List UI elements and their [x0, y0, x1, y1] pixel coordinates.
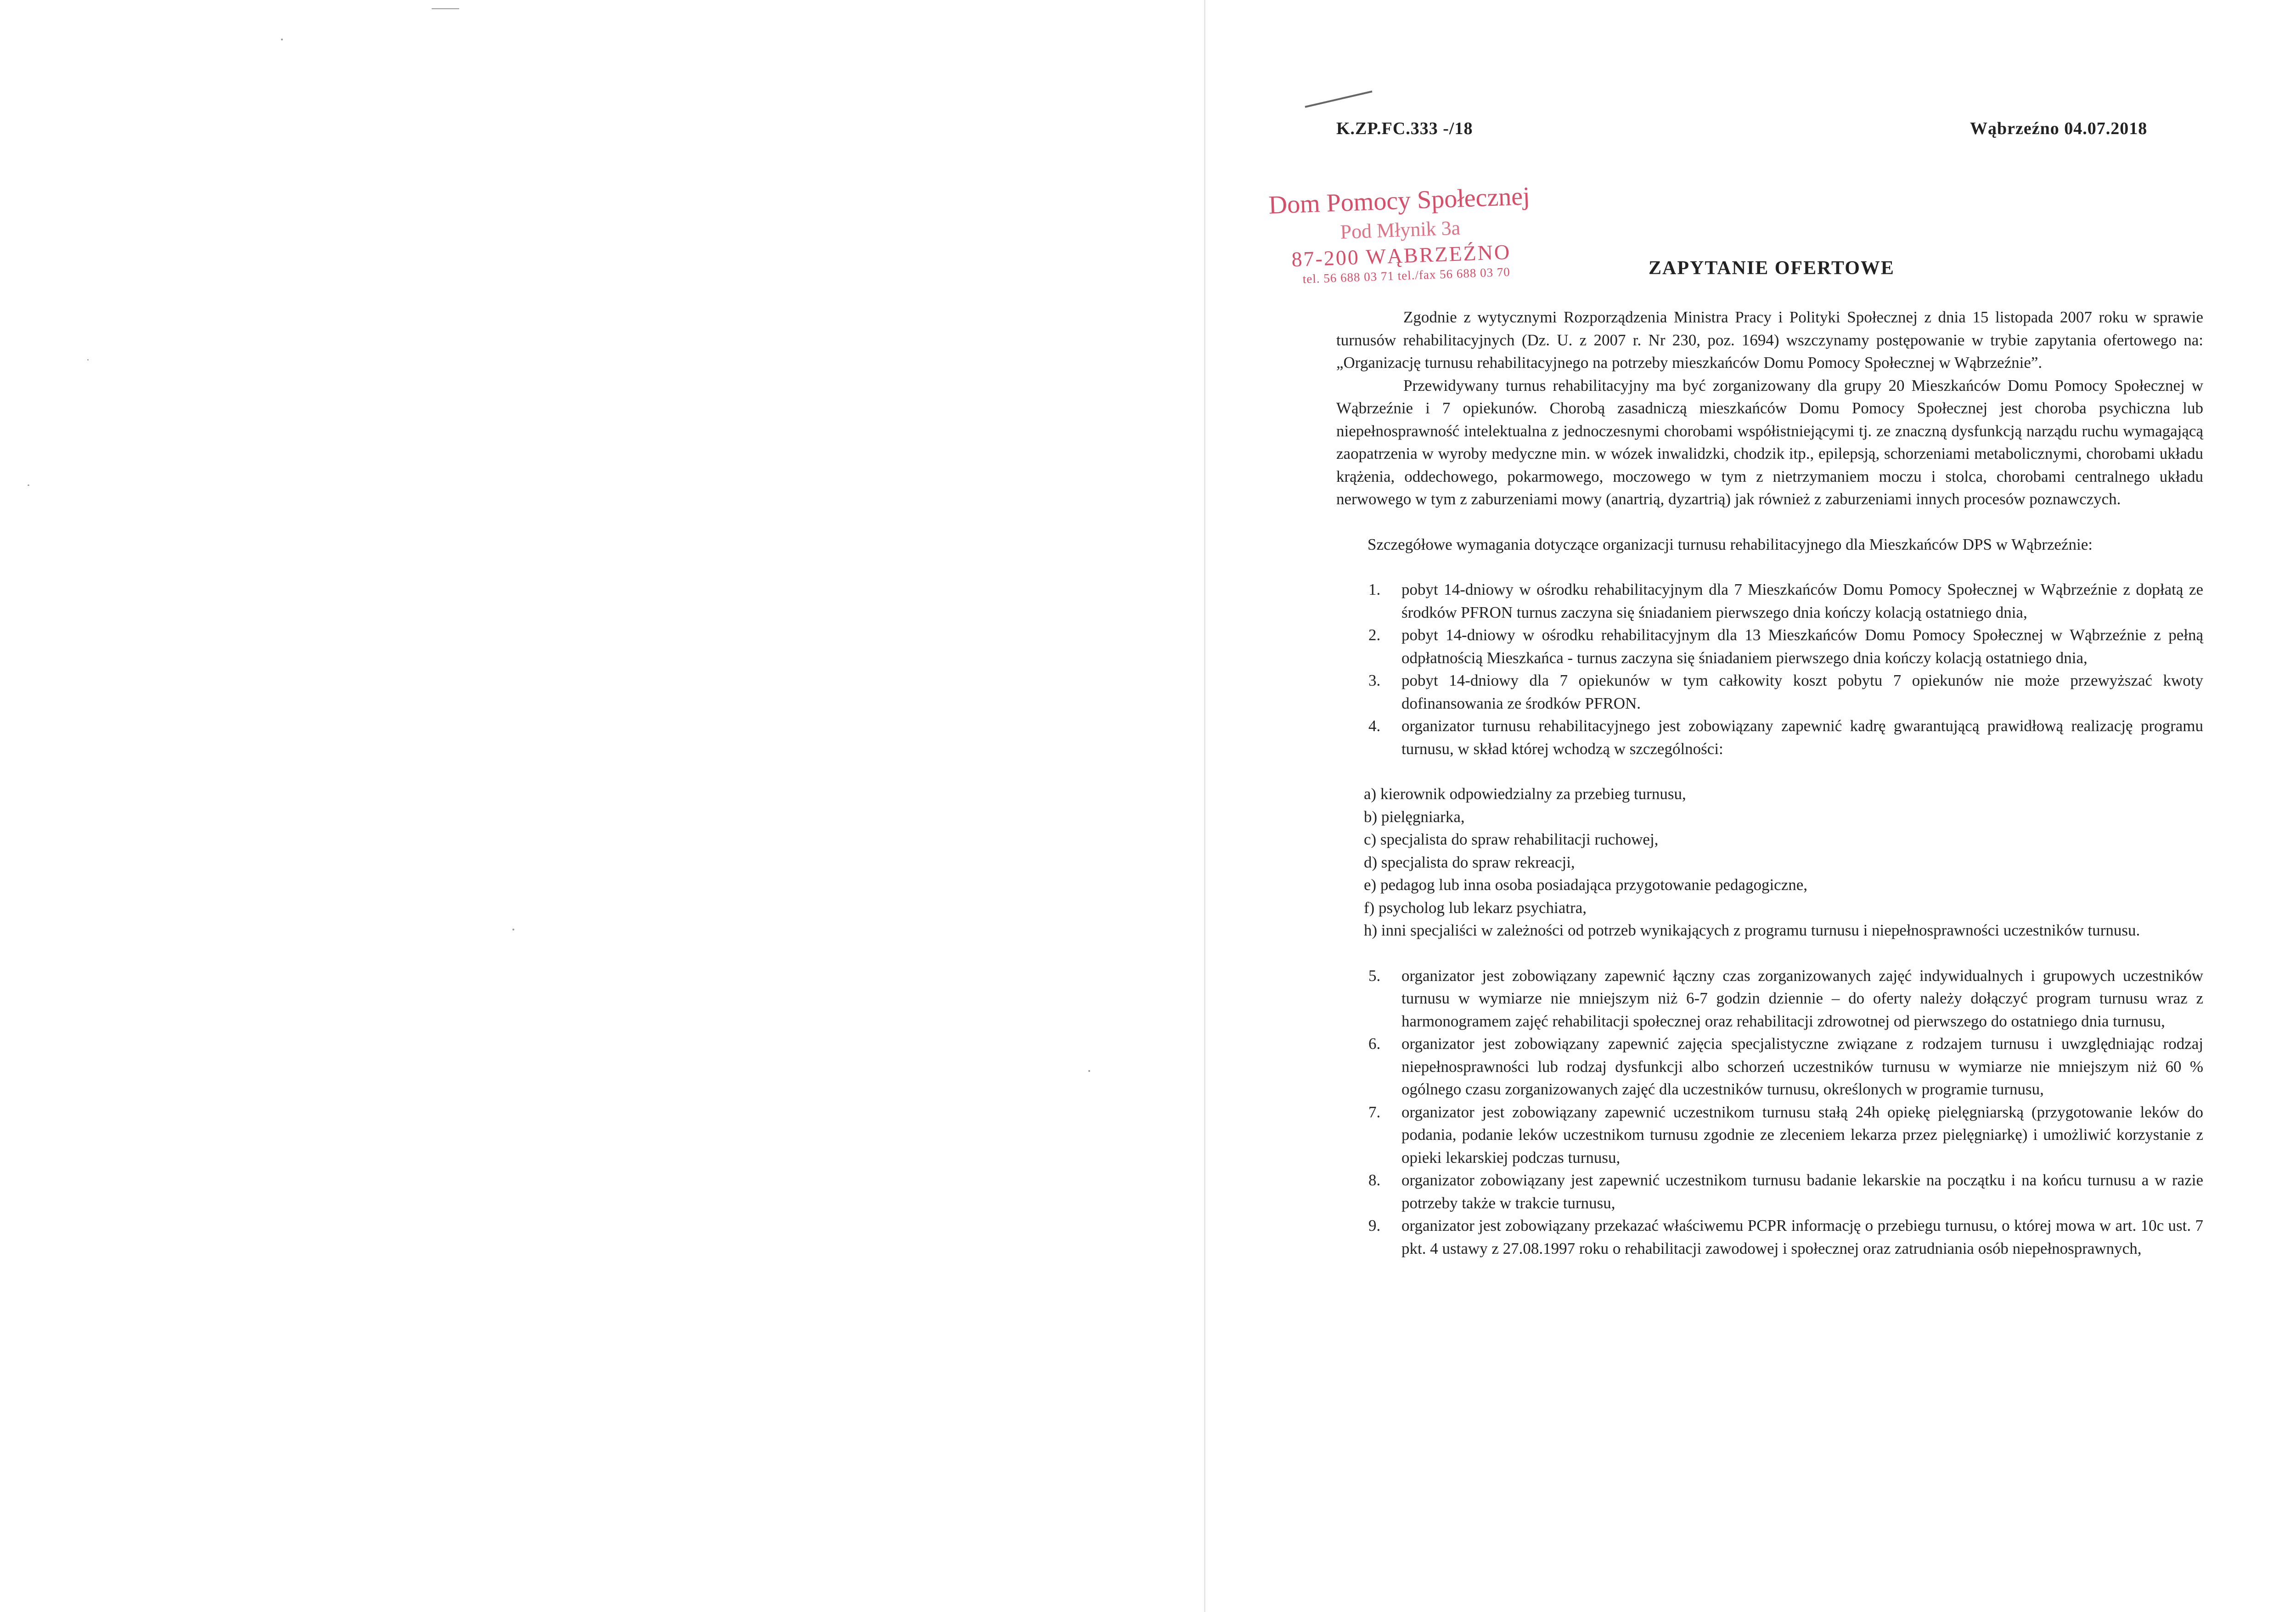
- list-item: 1. pobyt 14-dniowy w ośrodku rehabilitacyjnym dla 7 Mieszkańców Domu Pomocy Społecznej w Wąbrzeźnie z dopłatą ze środków PFRON turnus zaczyna się śniadaniem pierwszego dnia kończy kolacją ostatniego dnia,: [1368, 581, 2203, 621]
- description-paragraph: Przewidywany turnus rehabilitacyjny ma być zorganizowany dla grupy 20 Mieszkańców Domu Pomocy Społecznej w Wąbrzeźnie i 7 opiekunów. Chorobą zasadniczą mieszkańców Domu Pomocy Społecznej jest choroba psychiczna lub niepełnosprawność intelektualna z jednoczesnymi chorobami współistniejącymi tj. ze znaczną dysfunkcją narządu ruchu wymagającą zaopatrzenia w wyroby medyczne min. w wózek inwalidzki, chodzik itp., epilepsją, schorzeniami metabolicznymi, chorobami układu krążenia, oddechowego, pokarmowego, moczowego w tym z nietrzymaniem moczu i stolca, chorobami centralnego układu nerwowego w tym z zaburzeniami mowy (anartrią, dyzartrią) jak również z zaburzeniami innych procesów poznawczych.: [1336, 376, 2203, 508]
- list-item: f) psycholog lub lekarz psychiatra,: [1364, 898, 1587, 917]
- list-item: 3. pobyt 14-dniowy dla 7 opiekunów w tym całkowity koszt pobytu 7 opiekunów nie może przewyższać kwoty dofinansowania ze środków PFRON.: [1368, 671, 2203, 712]
- document-title: ZAPYTANIE OFERTOWE: [1649, 258, 1895, 279]
- requirements-list-continued: [1336, 964, 2203, 1260]
- institution-stamp: [1201, 179, 1600, 299]
- reference-number: K.ZP.FC.333 -/18: [1336, 119, 1473, 138]
- letter-body: [1336, 306, 2203, 1260]
- list-item: 4. organizator turnusu rehabilitacyjnego jest zobowiązany zapewnić kadrę gwarantującą prawidłową realizację programu turnusu, w skład której wchodzą w szczególności:: [1368, 717, 2203, 758]
- scan-speck: [1088, 1070, 1090, 1072]
- list-item: h) inni specjaliści w zależności od potrzeb wynikających z programu turnusu i niepełnosprawności uczestników turnusu.: [1364, 921, 2140, 939]
- staff-list: [1336, 783, 2203, 942]
- list-item: 5. organizator jest zobowiązany zapewnić łączny czas zorganizowanych zajęć indywidualnych i grupowych uczestników turnusu w wymiarze nie mniejszym niż 6-7 godzin dziennie – do oferty należy dołączyć program turnusu wraz z harmonogramem zajęć rehabilitacji społecznej oraz rehabilitacji zdrowotnej od pierwszego do ostatniego dnia turnusu,: [1368, 966, 2203, 1030]
- scan-speck: [432, 8, 459, 9]
- stamp-line-4: tel. 56 688 03 71 tel./fax 56 688 03 70: [1302, 265, 1511, 286]
- list-item: b) pielęgniarka,: [1364, 807, 1465, 826]
- list-item: d) specjalista do spraw rekreacji,: [1364, 853, 1575, 871]
- list-item: e) pedagog lub inna osoba posiadająca przygotowanie pedagogiczne,: [1364, 876, 1808, 894]
- scan-speck: [87, 359, 89, 361]
- list-item: 6. organizator jest zobowiązany zapewnić zajęcia specjalistyczne związane z rodzajem turnusu i uwzględniając rodzaj niepełnosprawności lub rodzaj dysfunkcji albo schorzeń uczestników turnusu w wymiarze nie mniejszym niż 60 % ogólnego czasu zorganizowanych zajęć dla uczestników turnusu, określonych w programie turnusu,: [1368, 1035, 2203, 1098]
- list-item: c) specjalista do spraw rehabilitacji ruchowej,: [1364, 830, 1659, 848]
- list-item: 2. pobyt 14-dniowy w ośrodku rehabilitacyjnym dla 13 Mieszkańców Domu Pomocy Społecznej w Wąbrzeźnie z pełną odpłatnością Mieszkańca - turnus zaczyna się śniadaniem pierwszego dnia kończy kolacją ostatniego dnia,: [1368, 626, 2203, 667]
- list-item: a) kierownik odpowiedzialny za przebieg turnusu,: [1364, 785, 1686, 803]
- stamp-line-2: Pod Młynik 3a: [1339, 216, 1461, 243]
- requirements-heading: Szczegółowe wymagania dotyczące organizacji turnusu rehabilitacyjnego dla Mieszkańców DPS w Wąbrzeźnie:: [1367, 535, 2093, 553]
- intro-paragraph: Zgodnie z wytycznymi Rozporządzenia Ministra Pracy i Polityki Społecznej z dnia 15 listopada 2007 roku w sprawie turnusów rehabilitacyjnych (Dz. U. z 2007 r. Nr 230, poz. 1694) wszczynamy postępowanie w trybie zapytania ofertowego na: „Organizację turnusu rehabilitacyjnego na potrzeby mieszkańców Domu Pomocy Społecznej w Wąbrzeźnie”.: [1336, 308, 2203, 372]
- list-item: 7. organizator jest zobowiązany zapewnić uczestnikom turnusu stałą 24h opiekę pielęgniarską (przygotowanie leków do podania, podanie leków uczestnikom turnusu zgodnie ze zleceniem lekarza przez pielęgniarkę) i umożliwić korzystanie z opieki lekarskiej podczas turnusu,: [1368, 1103, 2203, 1167]
- stamp-line-3: 87-200 WĄBRZEŹNO: [1291, 240, 1511, 271]
- list-item: 8. organizator zobowiązany jest zapewnić uczestnikom turnusu badanie lekarskie na początku i na końcu turnusu a w razie potrzeby także w trakcie turnusu,: [1368, 1171, 2203, 1212]
- list-item: 9. organizator jest zobowiązany przekazać właściwemu PCPR informację o przebiegu turnusu, o której mowa w art. 10c ust. 7 pkt. 4 ustawy z 27.08.1997 roku o rehabilitacji zawodowej i społecznej oraz zatrudniania osób niepełnosprawnych,: [1368, 1217, 2203, 1257]
- requirements-list: [1336, 578, 2203, 760]
- stamp-line-1: Dom Pomocy Społecznej: [1268, 182, 1531, 220]
- place-date: Wąbrzeźno 04.07.2018: [1970, 119, 2148, 138]
- scan-speck: [28, 485, 29, 486]
- scan-speck: [512, 929, 514, 930]
- scan-speck: [281, 39, 283, 40]
